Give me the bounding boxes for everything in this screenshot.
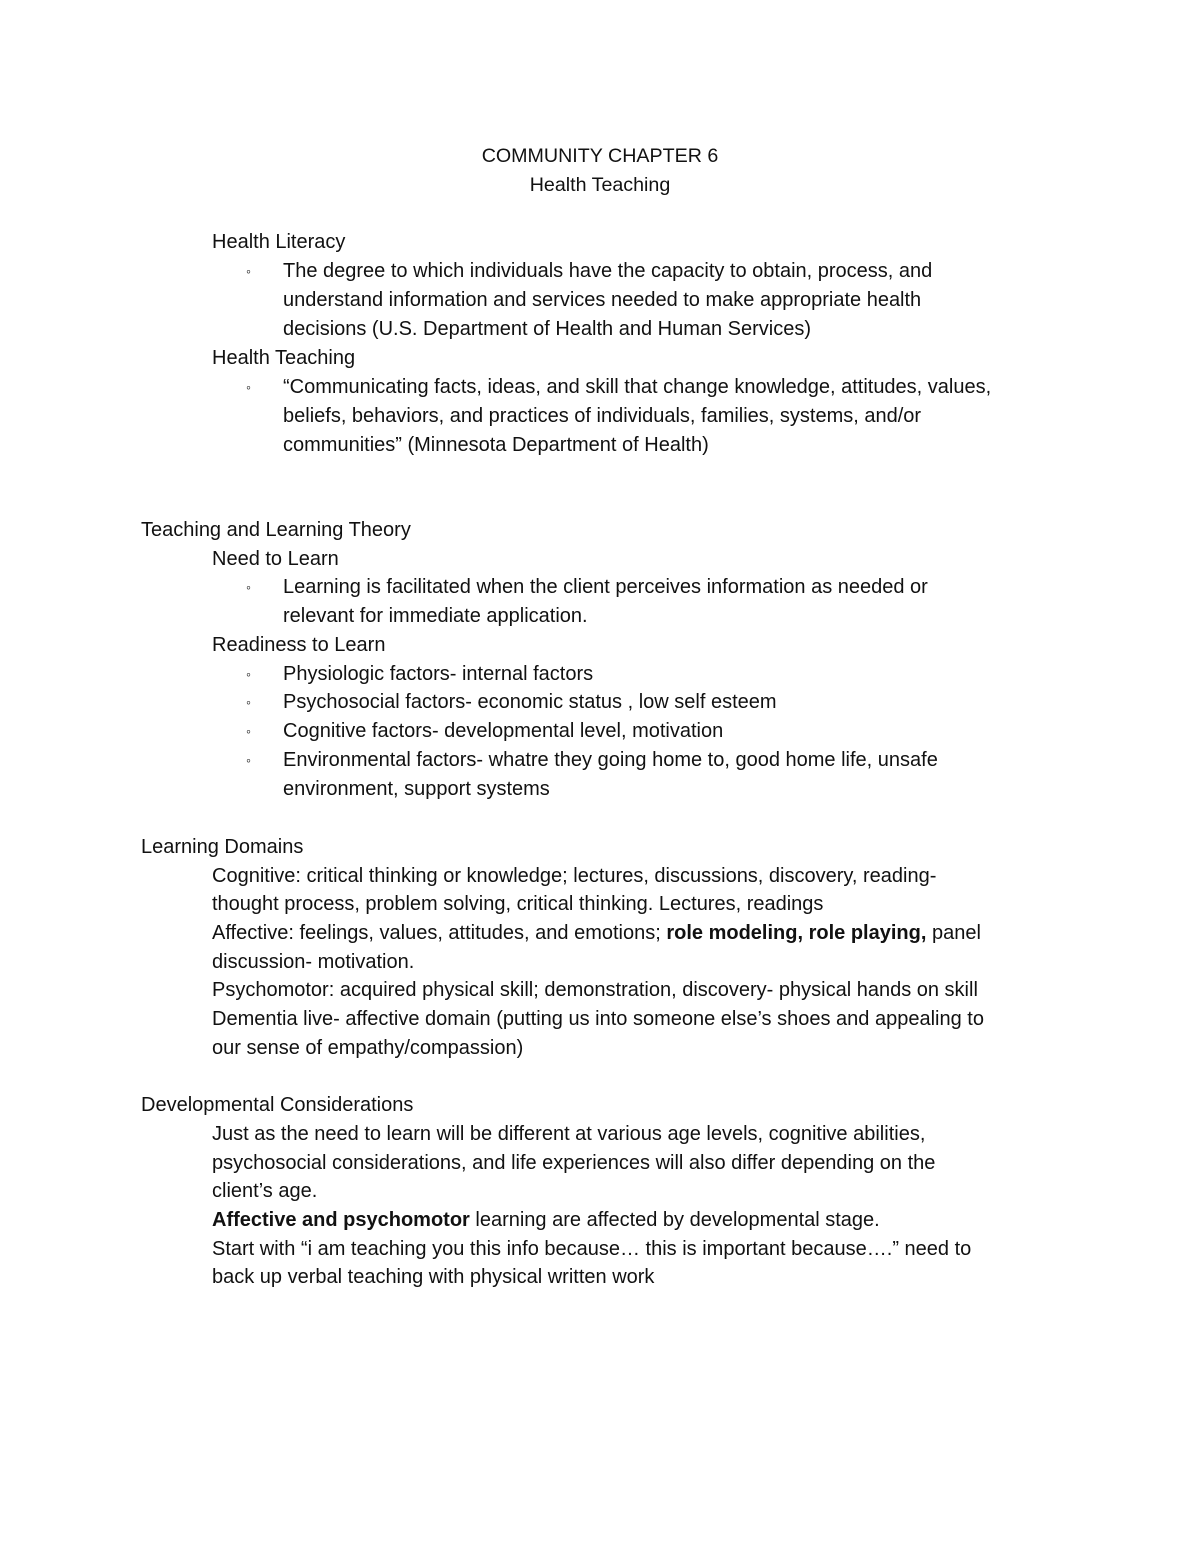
affective-text: Affective: feelings, values, attitudes, and emotions; bbox=[212, 922, 667, 944]
readiness-item-psychosocial: Psychosocial factors- economic status , low self esteem bbox=[283, 691, 777, 713]
subheading-health-teaching: Health Teaching bbox=[212, 347, 356, 369]
heading-learning-domains: Learning Domains bbox=[141, 836, 304, 858]
dementia-live-line: our sense of empathy/compassion) bbox=[212, 1037, 524, 1059]
teaching-definition-line: communities” (Minnesota Department of Health) bbox=[283, 434, 709, 456]
document-subtitle: Health Teaching bbox=[529, 174, 671, 196]
developmental-line: psychosocial considerations, and life experiences will also differ depending on the bbox=[212, 1152, 936, 1174]
domain-cognitive-line: thought process, problem solving, critical thinking. Lectures, readings bbox=[212, 893, 824, 915]
readiness-item-environmental: Environmental factors- whatre they going home to, good home life, unsafe bbox=[283, 749, 938, 771]
bullet-marker: ◦ bbox=[246, 666, 251, 682]
bullet-marker: ◦ bbox=[246, 379, 251, 395]
literacy-definition-line: understand information and services needed to make appropriate health bbox=[283, 289, 922, 311]
literacy-definition-line: The degree to which individuals have the capacity to obtain, process, and bbox=[283, 260, 933, 282]
literacy-definition-line: decisions (U.S. Department of Health and Human Services) bbox=[283, 318, 812, 340]
domain-affective-line: discussion- motivation. bbox=[212, 951, 415, 973]
developmental-line: Just as the need to learn will be different at various age levels, cognitive abilities, bbox=[212, 1123, 926, 1145]
developmental-affective-line bbox=[212, 1206, 880, 1235]
start-with-line: Start with “i am teaching you this info because… this is important because….” need to bbox=[212, 1238, 972, 1260]
domain-psychomotor-line: Psychomotor: acquired physical skill; demonstration, discovery- physical hands on skill bbox=[212, 979, 978, 1001]
affective-bold-text: role modeling, role playing, bbox=[666, 922, 927, 944]
document-title: COMMUNITY CHAPTER 6 bbox=[481, 145, 719, 167]
heading-teaching-learning-theory: Teaching and Learning Theory bbox=[141, 519, 411, 541]
bullet-marker: ◦ bbox=[246, 694, 251, 710]
subheading-need-to-learn: Need to Learn bbox=[212, 548, 339, 570]
developmental-line: client’s age. bbox=[212, 1180, 318, 1202]
bullet-marker: ◦ bbox=[246, 263, 251, 279]
subheading-readiness-to-learn: Readiness to Learn bbox=[212, 634, 386, 656]
dementia-live-line: Dementia live- affective domain (putting us into someone else’s shoes and appealing to bbox=[212, 1008, 984, 1030]
subheading-health-literacy: Health Literacy bbox=[212, 231, 346, 253]
bullet-marker: ◦ bbox=[246, 752, 251, 768]
developmental-text: learning are affected by developmental stage. bbox=[469, 1209, 880, 1231]
readiness-item-physiologic: Physiologic factors- internal factors bbox=[283, 663, 594, 685]
need-to-learn-line: relevant for immediate application. bbox=[283, 605, 588, 627]
need-to-learn-line: Learning is facilitated when the client perceives information as needed or bbox=[283, 576, 928, 598]
teaching-definition-line: “Communicating facts, ideas, and skill that change knowledge, attitudes, values, bbox=[283, 376, 992, 398]
start-with-line: back up verbal teaching with physical written work bbox=[212, 1266, 655, 1288]
readiness-item-cognitive: Cognitive factors- developmental level, motivation bbox=[283, 720, 724, 742]
readiness-item-environmental-cont: environment, support systems bbox=[283, 778, 550, 800]
bullet-marker: ◦ bbox=[246, 579, 251, 595]
affective-text-end: panel bbox=[926, 922, 981, 944]
developmental-bold-text: Affective and psychomotor bbox=[212, 1209, 470, 1231]
domain-cognitive-line: Cognitive: critical thinking or knowledge; lectures, discussions, discovery, reading- bbox=[212, 865, 937, 887]
bullet-marker: ◦ bbox=[246, 723, 251, 739]
domain-affective-line bbox=[212, 919, 981, 948]
heading-developmental-considerations: Developmental Considerations bbox=[141, 1094, 414, 1116]
teaching-definition-line: beliefs, behaviors, and practices of individuals, families, systems, and/or bbox=[283, 405, 922, 427]
